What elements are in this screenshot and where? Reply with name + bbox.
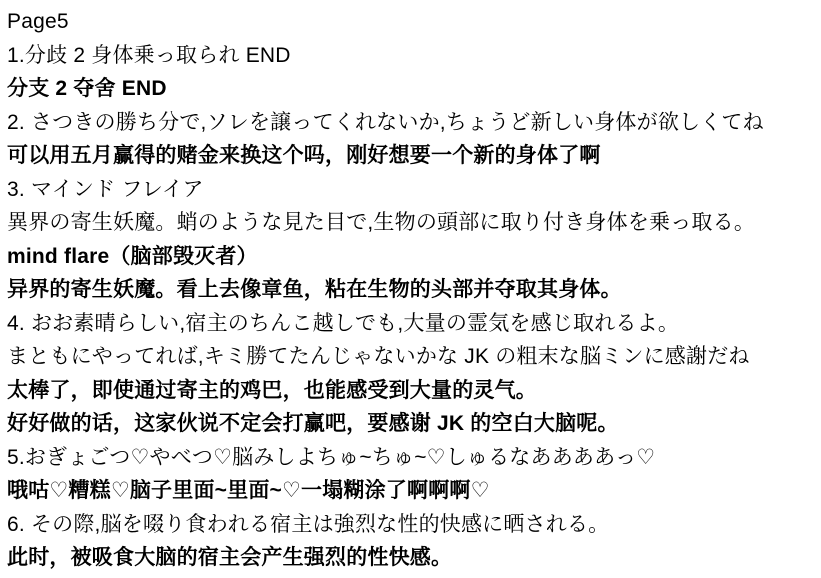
source-line-3: 3. マインド フレイア — [7, 177, 204, 201]
source-line-2: 2. さつきの勝ち分で,ソレを譲ってくれないか,ちょうど新しい身体が欲しくてね — [7, 110, 764, 134]
page-label: Page5 — [7, 10, 69, 33]
source-line-5: 5.おぎょごつ♡やべつ♡脳みしよちゅ~ちゅ~♡しゅるなああああっ♡ — [7, 445, 656, 469]
source-line-4: 4. おお素晴らしい,宿主のちんこ越しでも,大量の霊気を感じ取れるよ。 — [7, 311, 680, 335]
translation-line-1: 分支 2 夺舍 END — [7, 77, 167, 100]
translation-line-4: 太棒了，即使通过寄主的鸡巴，也能感受到大量的灵气。 — [7, 378, 537, 402]
translation-line-3-note: 异界的寄生妖魔。看上去像章鱼，粘在生物的头部并夺取其身体。 — [7, 278, 622, 301]
source-line-1: 1.分歧 2 身体乗っ取られ END — [7, 43, 291, 67]
source-line-6: 6. その際,脳を啜り食われる宿主は強烈な性的快感に晒される。 — [7, 512, 610, 536]
translation-line-3: mind flare（脑部毁灭者） — [7, 244, 258, 268]
translation-line-6: 此时，被吸食大脑的宿主会产生强烈的性快感。 — [7, 546, 453, 569]
translation-line-5: 哦咕♡糟糕♡脑子里面~里面~♡一塌糊涂了啊啊啊♡ — [7, 479, 490, 502]
source-line-3-note: 異界の寄生妖魔。蛸のような見た目で,生物の頭部に取り付き身体を乗っ取る。 — [7, 211, 756, 234]
source-line-4b: まともにやってれば,キミ勝てたんじゃないかな JK の粗末な脳ミンに感謝だね — [7, 345, 750, 368]
translation-line-4b: 好好做的话，这家伙说不定会打赢吧，要感谢 JK 的空白大脑呢。 — [7, 412, 619, 435]
translation-line-2: 可以用五月赢得的赌金来换这个吗，刚好想要一个新的身体了啊 — [7, 144, 601, 167]
